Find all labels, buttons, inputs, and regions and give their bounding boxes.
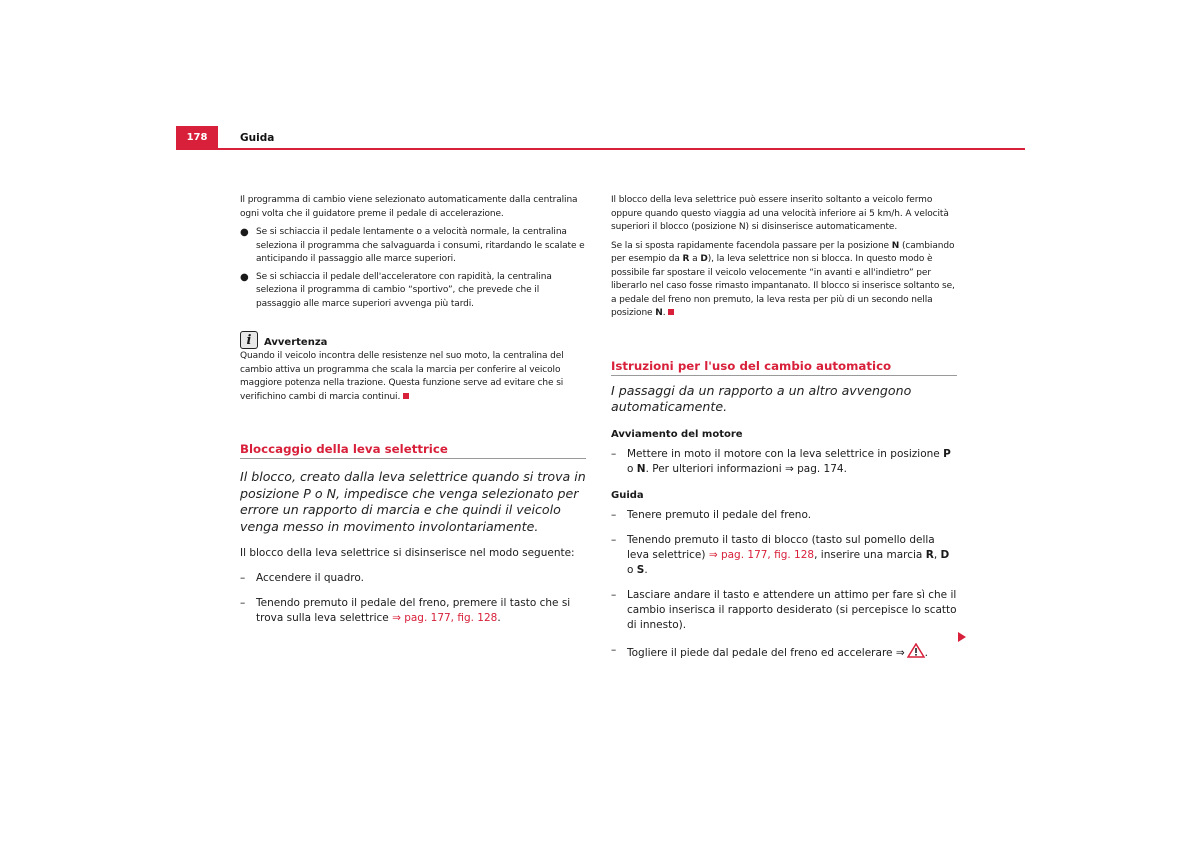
dash-marker: –	[611, 588, 617, 601]
bullet-text: Se si schiaccia il pedale dell'acceleratore con rapidità, la centralina seleziona il programma di cambio “sportivo”, che prevede che il passaggio alle marce superiori avvenga più tardi.	[256, 271, 552, 309]
step-text: Tenendo premuto il pedale del freno, premere il tasto che si trova sulla leva selettrice ⇒ pag. 177, fig. 128.	[256, 597, 571, 624]
section-heading: Bloccaggio della leva selettrice	[240, 441, 586, 459]
lead-paragraph: Il blocco, creato dalla leva selettrice quando si trova in posizione P o N, impedisce che venga selezionato per errore un rapporto di marcia e che quindi il veicolo venga messo in movimento involontariamente.	[240, 469, 586, 534]
step-text: Togliere il piede dal pedale del freno ed accelerare ⇒ .	[627, 643, 928, 661]
warning-icon[interactable]	[907, 643, 925, 658]
step-text: Lasciare andare il tasto e attendere un attimo per fare sì che il cambio inserisca il rapporto desiderato (si percepisce lo scatto di innesto).	[627, 588, 957, 631]
body-paragraph: Se la si sposta rapidamente facendola passare per la posizione N (cambiando per esempio da R a D), la leva selettrice non si blocca. In questo modo è possibile far spostare il veicolo velocemente “in avanti e all'indietro” per liberarlo nel caso fosse rimasto impantanato. Il blocco si inserisce soltanto se, a pedale del freno non premuto, la leva resta per più di un secondo nella posizione N.	[611, 240, 955, 318]
continue-arrow-icon	[958, 632, 966, 642]
step-item	[240, 596, 586, 626]
subheading: Avviamento del motore	[611, 428, 743, 440]
step-text: Accendere il quadro.	[256, 572, 364, 584]
lead-paragraph: I passaggi da un rapporto a un altro avvengono automaticamente.	[611, 382, 912, 414]
dash-marker: –	[611, 643, 617, 656]
page-reference-link[interactable]: ⇒ pag. 177, fig. 128	[708, 548, 815, 561]
bullet-item	[240, 271, 586, 312]
step-item	[240, 571, 586, 586]
intro-paragraph: Il blocco della leva selettrice può essere inserito soltanto a veicolo fermo oppure quando questo viaggia ad una velocità inferiore ai 5 km/h. A velocità superiori il blocco (posizione N) si disinserisce automaticamente.	[611, 195, 949, 232]
end-marker-icon	[403, 393, 409, 399]
intro-paragraph: Il programma di cambio viene selezionato automaticamente dalla centralina ogni volta che il guidatore preme il pedale di accelerazione.	[240, 195, 578, 219]
note-title: Avvertenza	[264, 337, 328, 348]
step-item	[611, 533, 957, 578]
page-number: 178	[176, 126, 218, 148]
step-item	[611, 508, 957, 523]
step-text: Tenendo premuto il tasto di blocco (tasto sul pomello della leva selettrice) ⇒ pag. 177, fig. 128, inserire una marcia R, D o S.	[627, 533, 950, 576]
dash-marker: –	[611, 533, 617, 546]
step-item	[611, 447, 957, 477]
dash-marker: –	[240, 597, 246, 609]
info-icon: i	[240, 331, 258, 349]
bullet-text: Se si schiaccia il pedale lentamente o a velocità normale, la centralina seleziona il programma che salvaguarda i consumi, ritardando le scalate e anticipando il passaggio alle marce superiori.	[256, 227, 585, 264]
note-box	[240, 331, 586, 404]
section-title: Guida	[240, 132, 275, 144]
body-paragraph: Il blocco della leva selettrice si disinserisce nel modo seguente:	[240, 547, 575, 559]
step-text: Mettere in moto il motore con la leva selettrice in posizione P o N. Per ulteriori informazioni ⇒ pag. 174.	[627, 447, 951, 475]
step-text: Tenere premuto il pedale del freno.	[627, 508, 812, 521]
right-column	[611, 194, 957, 661]
subheading: Guida	[611, 489, 644, 501]
note-text: Quando il veicolo incontra delle resistenze nel suo moto, la centralina del cambio attiva un programma che scala la marcia per conferire al veicolo maggiore potenza nella trazione. Questa funzione serve ad evitare che si verifichino cambi di marcia continui.	[240, 351, 564, 402]
dash-marker: –	[611, 447, 617, 460]
page-reference-link[interactable]: ⇒ pag. 177, fig. 128	[392, 612, 498, 624]
bullet-icon: ●	[240, 271, 249, 283]
left-column	[240, 194, 586, 626]
dash-marker: –	[240, 572, 246, 584]
bullet-icon: ●	[240, 227, 249, 238]
end-marker-icon	[668, 309, 674, 315]
step-item	[611, 643, 957, 661]
bullet-item	[240, 226, 586, 267]
section-heading: Istruzioni per l'uso del cambio automatico	[611, 358, 957, 376]
dash-marker: –	[611, 508, 617, 521]
note-header	[240, 331, 586, 349]
step-item	[611, 588, 957, 633]
header-rule	[176, 148, 1025, 150]
